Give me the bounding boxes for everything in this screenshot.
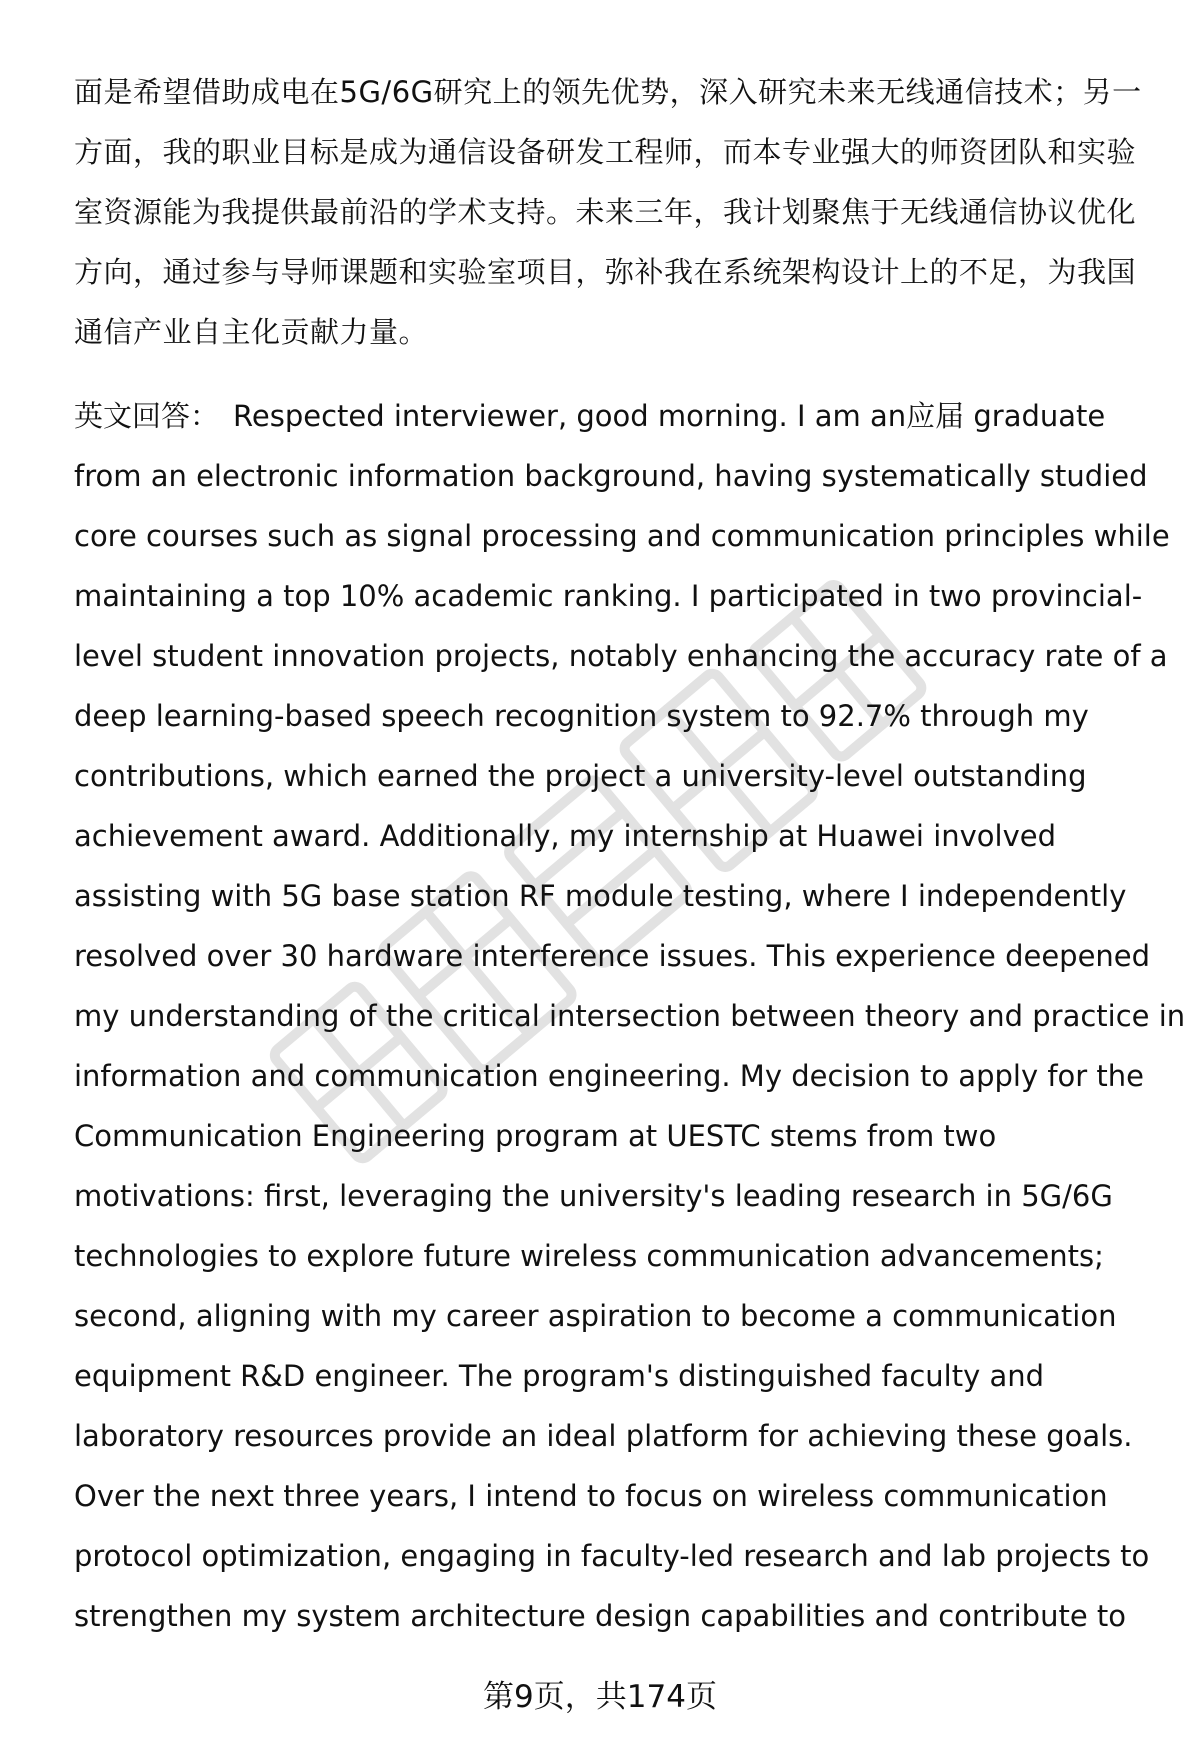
text-line: protocol optimization, engaging in faculty-led research and lab projects to <box>74 1539 1150 1573</box>
text-line: equipment R&D engineer. The program's distinguished faculty and <box>74 1359 1045 1393</box>
text-line: 室资源能为我提供最前沿的学术支持。未来三年，我计划聚焦于无线通信协议优化 <box>74 195 1137 229</box>
text-line: motivations: first, leveraging the university's leading research in 5G/6G <box>74 1179 1113 1213</box>
text-line: resolved over 30 hardware interference issues. This experience deepened <box>74 939 1151 973</box>
text-line: my understanding of the critical intersection between theory and practice in <box>74 999 1186 1033</box>
text-line-content: Respected interviewer, good morning. I am an应届 graduate <box>233 399 1106 433</box>
text-line <box>74 386 1154 446</box>
chinese-answer-paragraph <box>74 62 1154 362</box>
text-line: achievement award. Additionally, my internship at Huawei involved <box>74 819 1057 853</box>
text-line: assisting with 5G base station RF module testing, where I independently <box>74 879 1127 913</box>
text-line: 通信产业自主化贡献力量。 <box>74 315 429 349</box>
text-line: Communication Engineering program at UESTC stems from two <box>74 1119 997 1153</box>
english-answer-label: 英文回答： <box>74 399 220 433</box>
text-line: from an electronic information background, having systematically studied <box>74 459 1148 493</box>
text-line: maintaining a top 10% academic ranking. I participated in two provincial- <box>74 579 1143 613</box>
text-line: 方面，我的职业目标是成为通信设备研发工程师，而本专业强大的师资团队和实验 <box>74 135 1137 169</box>
text-line: level student innovation projects, notably enhancing the accuracy rate of a <box>74 639 1168 673</box>
text-line: strengthen my system architecture design capabilities and contribute to <box>74 1599 1126 1633</box>
text-line: Over the next three years, I intend to focus on wireless communication <box>74 1479 1108 1513</box>
text-line: technologies to explore future wireless communication advancements; <box>74 1239 1104 1273</box>
english-answer-paragraph <box>74 386 1186 1646</box>
text-line: deep learning-based speech recognition system to 92.7% through my <box>74 699 1089 733</box>
text-line: 方向，通过参与导师课题和实验室项目，弥补我在系统架构设计上的不足，为我国 <box>74 255 1137 289</box>
text-line: core courses such as signal processing and communication principles while <box>74 519 1170 553</box>
text-line: contributions, which earned the project a university-level outstanding <box>74 759 1087 793</box>
text-line: second, aligning with my career aspiration to become a communication <box>74 1299 1117 1333</box>
page-number: 第9页，共174页 <box>483 1679 717 1715</box>
text-line: 面是希望借助成电在5G/6G研究上的领先优势，深入研究未来无线通信技术；另一 <box>74 75 1142 109</box>
text-line: information and communication engineering. My decision to apply for the <box>74 1059 1145 1093</box>
text-line: laboratory resources provide an ideal platform for achieving these goals. <box>74 1419 1133 1453</box>
